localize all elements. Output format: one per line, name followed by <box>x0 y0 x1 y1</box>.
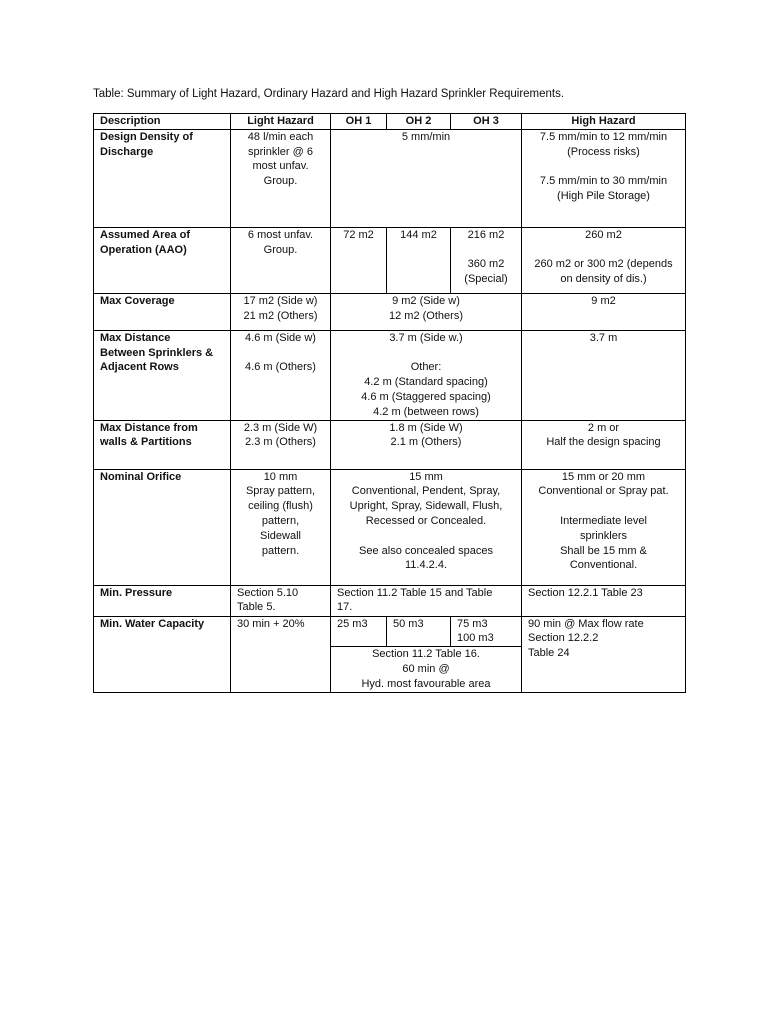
oh1-cell: 25 m3 <box>331 616 387 647</box>
ordinary-hazard-cell: 3.7 m (Side w.) Other: 4.2 m (Standard spacing) 4.6 m (Staggered spacing) 4.2 m (between rows) <box>331 330 522 420</box>
ordinary-hazard-cell: 1.8 m (Side W) 2.1 m (Others) <box>331 420 522 469</box>
oh3-cell: 216 m2 360 m2 (Special) <box>451 227 522 293</box>
row-label: Assumed Area of Operation (AAO) <box>94 227 231 293</box>
high-hazard-cell: 9 m2 <box>522 293 686 330</box>
light-hazard-cell: 17 m2 (Side w) 21 m2 (Others) <box>231 293 331 330</box>
row-max-coverage <box>94 293 686 330</box>
ordinary-hazard-cell: 5 mm/min <box>331 129 522 227</box>
header-description: Description <box>94 114 231 130</box>
table-header-row <box>94 114 686 130</box>
high-hazard-cell: 15 mm or 20 mm Conventional or Spray pat. Intermediate level sprinklers Shall be 15 mm & Conventional. <box>522 469 686 585</box>
light-hazard-cell: 30 min + 20% <box>231 616 331 692</box>
ordinary-hazard-cell: Section 11.2 Table 15 and Table 17. <box>331 585 522 616</box>
light-hazard-cell: 10 mm Spray pattern, ceiling (flush) pattern, Sidewall pattern. <box>231 469 331 585</box>
light-hazard-cell: 2.3 m (Side W) 2.3 m (Others) <box>231 420 331 469</box>
row-label: Min. Water Capacity <box>94 616 231 692</box>
row-label: Max Distance from walls & Partitions <box>94 420 231 469</box>
header-light-hazard: Light Hazard <box>231 114 331 130</box>
row-label: Max Coverage <box>94 293 231 330</box>
row-min-pressure <box>94 585 686 616</box>
high-hazard-cell: 2 m or Half the design spacing <box>522 420 686 469</box>
row-design-density <box>94 129 686 227</box>
light-hazard-cell: 6 most unfav. Group. <box>231 227 331 293</box>
light-hazard-cell: 4.6 m (Side w) 4.6 m (Others) <box>231 330 331 420</box>
high-hazard-cell: 90 min @ Max flow rate Section 12.2.2 Table 24 <box>522 616 686 692</box>
row-label: Max Distance Between Sprinklers & Adjacent Rows <box>94 330 231 420</box>
high-hazard-cell: 260 m2 260 m2 or 300 m2 (depends on density of dis.) <box>522 227 686 293</box>
light-hazard-cell: Section 5.10 Table 5. <box>231 585 331 616</box>
oh2-cell: 50 m3 <box>387 616 451 647</box>
light-hazard-cell: 48 l/min each sprinkler @ 6 most unfav. Group. <box>231 129 331 227</box>
sprinkler-requirements-table <box>93 113 686 693</box>
ordinary-hazard-cell: 15 mm Conventional, Pendent, Spray, Upright, Spray, Sidewall, Flush, Recessed or Concealed. See also concealed spaces 11.4.2.4. <box>331 469 522 585</box>
oh2-cell: 144 m2 <box>387 227 451 293</box>
ordinary-hazard-note-cell: Section 11.2 Table 16. 60 min @ Hyd. most favourable area <box>331 647 522 692</box>
table-caption: Table: Summary of Light Hazard, Ordinary Hazard and High Hazard Sprinkler Requirements. <box>93 88 565 100</box>
oh1-cell: 72 m2 <box>331 227 387 293</box>
high-hazard-cell: 3.7 m <box>522 330 686 420</box>
row-max-distance-rows <box>94 330 686 420</box>
row-aao <box>94 227 686 293</box>
high-hazard-cell: 7.5 mm/min to 12 mm/min (Process risks) 7.5 mm/min to 30 mm/min (High Pile Storage) <box>522 129 686 227</box>
row-max-distance-walls <box>94 420 686 469</box>
row-label: Nominal Orifice <box>94 469 231 585</box>
row-label: Design Density of Discharge <box>94 129 231 227</box>
header-oh2: OH 2 <box>387 114 451 130</box>
row-nominal-orifice <box>94 469 686 585</box>
header-oh3: OH 3 <box>451 114 522 130</box>
high-hazard-cell: Section 12.2.1 Table 23 <box>522 585 686 616</box>
ordinary-hazard-cell: 9 m2 (Side w) 12 m2 (Others) <box>331 293 522 330</box>
header-oh1: OH 1 <box>331 114 387 130</box>
header-high-hazard: High Hazard <box>522 114 686 130</box>
row-label: Min. Pressure <box>94 585 231 616</box>
row-min-water <box>94 616 686 647</box>
oh3-cell: 75 m3 100 m3 <box>451 616 522 647</box>
